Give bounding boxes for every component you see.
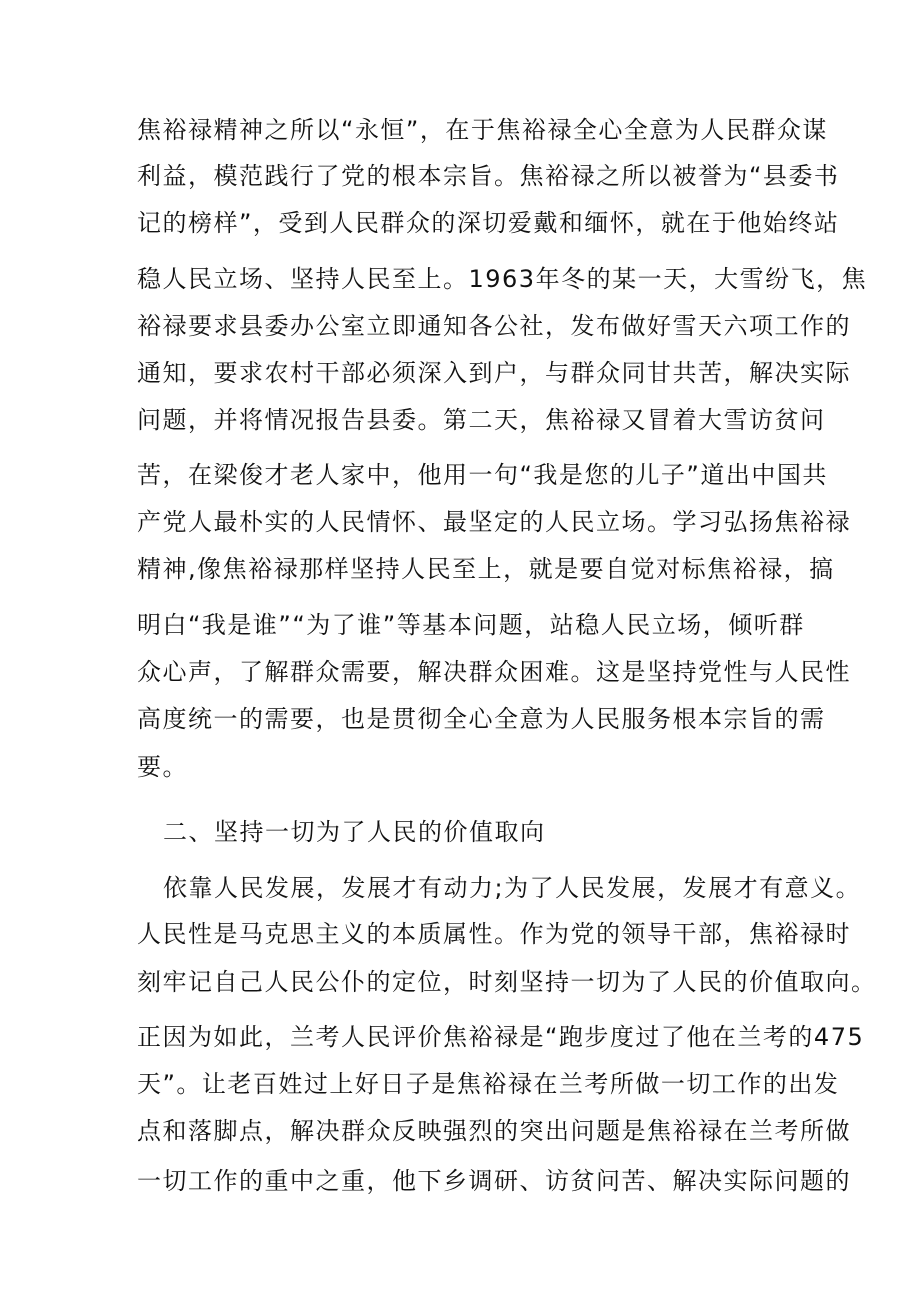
paragraph-1-line-13: 高度统一的需要，也是贯彻全心全意为人民服务根本宗旨的需 (137, 705, 826, 733)
paragraph-2-line-1: 依靠人民发展，发展才有动力;为了人民发展，发展才有意义。 (163, 874, 862, 902)
paragraph-1-line-14: 要。 (137, 753, 188, 781)
paragraph-1-line-4: 稳人民立场、坚持人民至上。1963年冬的某一天，大雪纷飞，焦 (137, 265, 868, 293)
paragraph-2-line-2: 人民性是马克思主义的本质属性。作为党的领导干部，焦裕禄时 (137, 920, 851, 948)
paragraph-1-line-11: 明白“我是谁”“为了谁”等基本问题，站稳人民立场，倾听群 (137, 611, 805, 639)
paragraph-1-line-2: 利益，模范践行了党的根本宗旨。焦裕禄之所以被誉为“县委书 (137, 162, 840, 190)
paragraph-1-line-10: 精神,像焦裕禄那样坚持人民至上，就是要自觉对标焦裕禄，搞 (137, 555, 835, 583)
paragraph-2-line-4: 正因为如此，兰考人民评价焦裕禄是“跑步度过了他在兰考的475 (137, 1023, 865, 1051)
paragraph-1-line-5: 裕禄要求县委办公室立即通知各公社，发布做好雪天六项工作的 (137, 312, 851, 340)
paragraph-2-line-6: 点和落脚点，解决群众反映强烈的突出问题是焦裕禄在兰考所做 (137, 1117, 851, 1145)
paragraph-1-line-6: 通知，要求农村干部必须深入到户，与群众同甘共苦，解决实际 (137, 359, 851, 387)
paragraph-1-line-12: 众心声，了解群众需要，解决群众困难。这是坚持党性与人民性 (137, 658, 851, 686)
paragraph-2-line-3: 刻牢记自己人民公仆的定位，时刻坚持一切为了人民的价值取向。 (137, 968, 877, 996)
section-heading: 二、坚持一切为了人民的价值取向 (163, 818, 546, 846)
paragraph-2-line-5: 天”。让老百姓过上好日子是焦裕禄在兰考所做一切工作的出发 (137, 1070, 840, 1098)
paragraph-1-line-7: 问题，并将情况报告县委。第二天，焦裕禄又冒着大雪访贫问 (137, 406, 826, 434)
paragraph-1-line-8: 苦，在梁俊才老人家中，他用一句“我是您的儿子”道出中国共 (137, 461, 828, 489)
paragraph-1-line-3: 记的榜样”，受到人民群众的深切爱戴和缅怀，就在于他始终站 (137, 209, 840, 237)
paragraph-1-line-1: 焦裕禄精神之所以“永恒”，在于焦裕禄全心全意为人民群众谋 (137, 116, 828, 144)
paragraph-2-line-7: 一切工作的重中之重，他下乡调研、访贫问苦、解决实际问题的 (137, 1167, 851, 1195)
paragraph-1-line-9: 产党人最朴实的人民情怀、最坚定的人民立场。学习弘扬焦裕禄 (137, 508, 851, 536)
